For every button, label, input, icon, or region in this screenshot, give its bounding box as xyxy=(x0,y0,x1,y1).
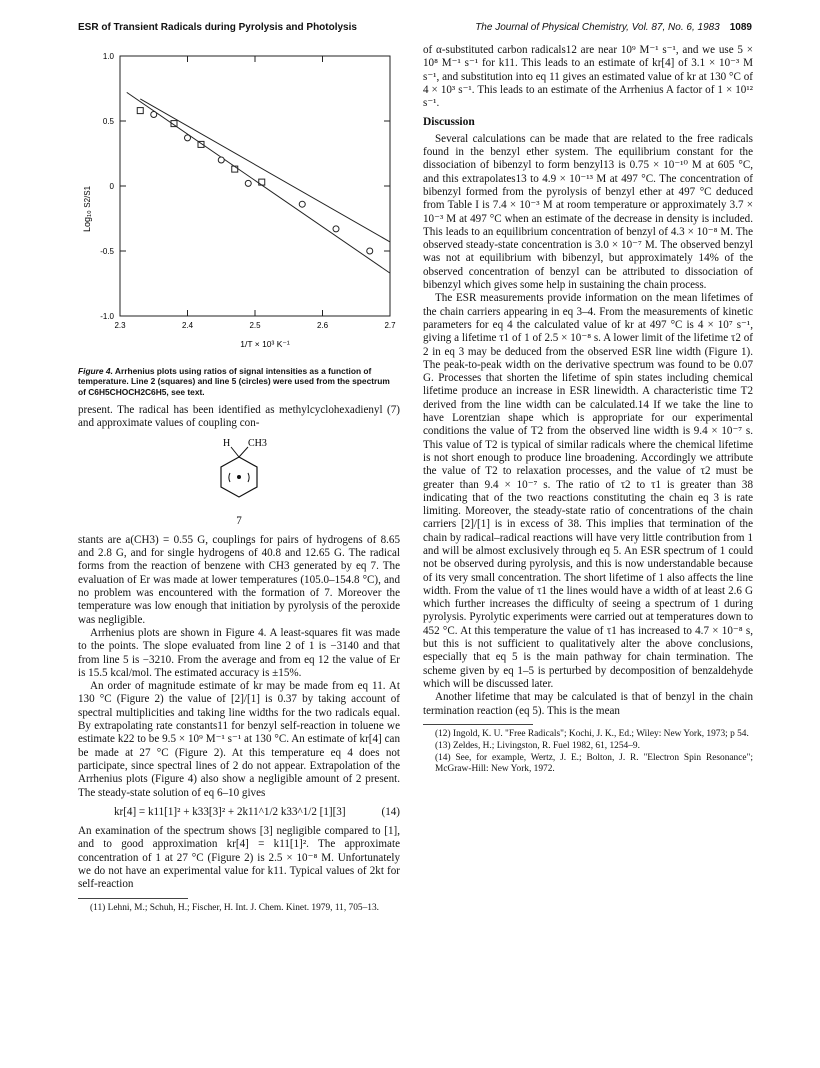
figure-caption xyxy=(78,366,400,397)
plot-frame xyxy=(120,56,390,316)
methylcyclohexadienyl-structure xyxy=(199,435,279,513)
paragraph: Several calculations can be made that are related to the free radicals found in the benzyl ether system. The equilibrium constant for the dissociation of bibenzyl to form benzyl13 is 0.75 × 10⁻¹⁰ M at 605 °C, and this extrapolates13 to 4.9 × 10⁻¹³ M at 497 °C. The concentration of bibenzyl formed from the pyrolysis of benzyl ether at 497 °C deduced from Table I is 7.4 × 10⁻³ M at room temperature or approximately 3.7 × 10⁻³ M at 497 °C when an estimate of the decrease in density is included. This leads to an equilibrium concentration of benzyl of 4.3 × 10⁻⁸ M. The observed steady-state concentration is 3.0 × 10⁻⁷ M. The observed benzyl was not at equilibrium with bibenzyl, but approximately 14% of the observed concentration of benzyl can be attributed to dissociation of bibenzyl which gives some help in sustaining the chain process. xyxy=(423,132,753,292)
paragraph: of α-substituted carbon radicals12 are near 10⁹ M⁻¹ s⁻¹, and we use 5 × 10⁸ M⁻¹ s⁻¹ for k11. This leads to an estimate of kr[4] of 3.1 × 10⁻³ M s⁻¹, and substitution into eq 11 gives an estimated value of kr at 130 °C of 4 × 10³ s⁻¹. This leads to an estimate of the Arrhenius A factor of 1 × 10¹² s⁻¹. xyxy=(423,44,753,110)
x-tick-label: 2.5 xyxy=(249,321,261,330)
paragraph: Another lifetime that may be calculated is that of benzyl in the chain termination reaction (eq 5). This is the mean xyxy=(423,691,753,717)
y-tick-label: -0.5 xyxy=(100,247,114,256)
data-point-square xyxy=(137,108,143,114)
left-column xyxy=(78,404,400,915)
x-axis-label: 1/T × 10³ K⁻¹ xyxy=(240,339,290,349)
data-point-circle xyxy=(367,248,373,254)
y-tick-label: 0 xyxy=(109,182,114,191)
x-tick-label: 2.6 xyxy=(316,321,329,330)
reference-14: (14) See, for example, Wertz, J. E.; Bolton, J. R. "Electron Spin Resonance"; McGraw-Hill: New York, 1972. xyxy=(435,752,753,774)
journal-citation: The Journal of Physical Chemistry, Vol. 87, No. 6, 1983 xyxy=(475,22,720,33)
y-axis-label: Log₁₀ S2/S1 xyxy=(82,185,92,233)
equation-text: kr[4] = k11[1]² + k33[3]² + 2k11^1/2 k33^1/2 [1][3] xyxy=(113,805,346,818)
x-tick-label: 2.3 xyxy=(114,321,126,330)
arrhenius-plot xyxy=(70,44,410,354)
x-tick-label: 2.4 xyxy=(181,321,194,330)
footnotes xyxy=(423,729,753,775)
paragraph: An examination of the spectrum shows [3] negligible compared to [1], and to good approximation kr[4] = k11[1]². The approximate concentration of 1 at 27 °C (Figure 2) is 2.5 × 10⁻⁸ M. Unfortunately we do not have an experimental value for k11. Typical values of 2kt for self-reaction xyxy=(78,825,400,891)
y-tick-label: 0.5 xyxy=(102,117,114,126)
compound-number: 7 xyxy=(236,514,242,527)
paragraph: Arrhenius plots are shown in Figure 4. A least-squares fit was made to the points. The slope evaluated from line 2 of 1 is −3140 and that from line 5 is −3210. From the average and from eq 12 the value of Er is 15.5 kcal/mol. The estimated accuracy is ±15%. xyxy=(78,626,400,679)
reference-13: (13) Zeldes, H.; Livingston, R. Fuel 1982, 61, 1254–9. xyxy=(435,740,640,751)
paragraph: An order of magnitude estimate of kr may be made from eq 11. At 130 °C (Figure 2) the value of [2]/[1] is 0.37 by taking account of spectral multiplicities and taking line widths for the two radicals equal. By extrapolating rate constants11 for benzyl self-reaction in toluene we estimate k22 to be 9.5 × 10⁹ M⁻¹ s⁻¹ at 130 °C. An estimate of kr[4] can be made at 27 °C (Figure 2). At this temperature eq 4 does not participate, since spectral lines of 2 do not appear. Extrapolation of the Arrhenius plots (Figure 4) also show a negligible amount of 2 present. The steady-state solution of eq 6–10 gives xyxy=(78,680,400,799)
structure-ch3: CH3 xyxy=(248,437,267,449)
running-header: ESR of Transient Radicals during Pyrolysis and Photolysis xyxy=(78,22,357,33)
paragraph: present. The radical has been identified as methylcyclohexadienyl (7) and approximate values of coupling con- xyxy=(78,404,400,430)
right-column xyxy=(423,44,753,776)
caption-tag: Figure 4. xyxy=(78,366,113,376)
journal-header xyxy=(475,22,752,33)
data-point-circle xyxy=(245,180,251,186)
plot-axes xyxy=(100,52,396,330)
footnotes xyxy=(78,903,400,914)
paragraph: stants are a(CH3) = 0.55 G, couplings for pairs of hydrogens of 8.65 and 2.8 G, and for single hydrogens of 40.8 and 12.65 G. The radical forms from the reaction of benzene with CH3 generated by eq 7. The evaluation of Er was made at lower temperatures (105.0–154.8 °C), and no problem was encountered with the formation of 7. Moreover the temperature was low enough that initiation by pyrolysis of the peroxide was negligible. xyxy=(78,533,400,626)
y-tick-label: -1.0 xyxy=(100,312,114,321)
paragraph: The ESR measurements provide information on the mean lifetimes of the chain carriers appearing in eq 3–4. From the measurements of kinetic parameters for eq 4 the calculated value of kr at 497 °C is 4 × 10⁷ s⁻¹, giving a lifetime τ1 of 1 of 2.5 × 10⁻⁸ s. A lower limit of the lifetime τ2 of 2 in eq 3 may be deduced from the observed ESR line width (Figure 1). The peak-to-peak width on the derivative spectrum was found to be 0.07 G. Processes that shorten the lifetime of spin states including chemical lifetime produce an increase in ESR linewidth. A characteristic time T2 derived from the line width can be calculated.14 If we take the line to have Lorentzian shape which is appropriate for our experimental conditions the value of T2 from the observed line width is 9.4 × 10⁻⁷ s. This value of T2 is typical of similar radicals where the chemical lifetime is not short enough to produce line broadening. Accordingly we attribute the value of T2 to relaxation processes, and the value of τ2 must be greater than 9.4 × 10⁻⁷ s. The ratio of τ2 to τ1 is greater than 38 indicating that of the two reactions constituting the chain eq 3 is rate limiting. Moreover, the steady-state ratio of concentrations of the chain carriers [2]/[1] is in excess of 38. This implies that termination of the chain by radical–radical reactions will have very little contribution from 1 and will be almost exclusively through eq 5. An ESR spectrum of 1 could not be observed during pyrolysis, and this is now understandable because of its very small concentration. The short lifetime of 1 also affects the line width. From the value of τ1 the lines would have a width of at least 2.6 G which further increases the difficulty of seeing a spectrum of 1 during pyrolysis. Pyrolytic experiments were carried out at temperatures down to 452 °C. At this temperature the value of τ1 has increased to 4.7 × 10⁻⁸ s, but this is not sufficient to qualitatively alter the above conclusions, especially that eq 5 is the main pathway for chain termination. The scheme given by eq 1–5 is perturbed by decomposition of benzaldehyde which will be discussed later. xyxy=(423,292,753,690)
equation-number: (14) xyxy=(381,805,400,818)
equation-14 xyxy=(78,806,400,819)
y-tick-label: 1.0 xyxy=(102,52,114,61)
footnote-rule xyxy=(78,898,188,899)
fit-line-circles xyxy=(127,92,390,273)
data-point-circle xyxy=(333,226,339,232)
data-point-circle xyxy=(185,135,191,141)
data-point-circle xyxy=(299,201,305,207)
reference-11: (11) Lehni, M.; Schuh, H.; Fischer, H. Int. J. Chem. Kinet. 1979, 11, 705–13. xyxy=(90,902,380,913)
structure-h: H xyxy=(223,437,231,449)
data-point-circle xyxy=(151,112,157,118)
section-heading: Discussion xyxy=(423,116,475,129)
footnote-rule xyxy=(423,724,533,725)
fit-line-squares xyxy=(140,99,390,242)
caption-text: Arrhenius plots using ratios of signal intensities as a function of temperature. Line 2 (squares) and line 5 (circles) were used from the spectrum of C6H5CHOCH2C6H5, see text. xyxy=(78,366,390,397)
x-tick-label: 2.7 xyxy=(384,321,396,330)
plot-marks xyxy=(127,92,390,273)
page-number: 1089 xyxy=(729,22,752,33)
reference-12: (12) Ingold, K. U. "Free Radicals"; Kochi, J. K., Ed.; Wiley: New York, 1973; p 54. xyxy=(435,728,749,739)
data-point-circle xyxy=(218,157,224,163)
